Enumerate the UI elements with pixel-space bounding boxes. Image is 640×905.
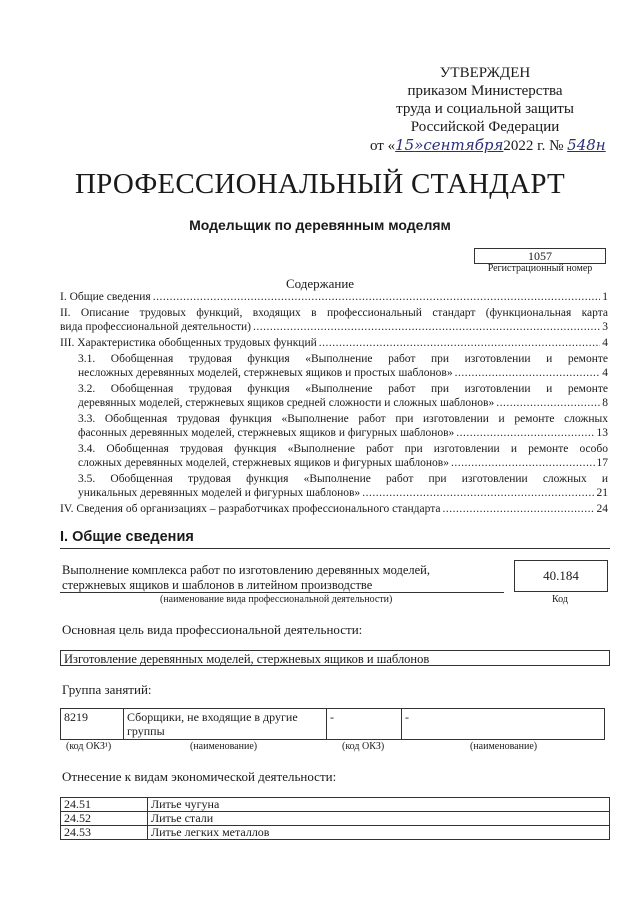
toc-page: 1 (602, 291, 608, 303)
year-text: 2022 г. № (503, 138, 564, 154)
occupation-name-caption: (наименование) (190, 741, 258, 752)
toc-entry-text: сложных деревянных моделей, стержневых ящиков и фигурных шаблонов» (78, 457, 449, 469)
toc-entry-text: вида профессиональной деятельности) (60, 321, 251, 333)
occupation-group-label: Группа занятий: (62, 682, 152, 697)
approval-block (370, 64, 606, 155)
table-row (61, 826, 610, 840)
toc-entry-text: IV. Сведения об организациях – разработчиках профессионального стандарта (60, 503, 441, 515)
approval-heading: УТВЕРЖДЕН (439, 65, 531, 81)
registration-number-label: Регистрационный номер (487, 263, 593, 274)
occupation-name-caption: (наименование) (470, 741, 538, 752)
toc-page: 13 (596, 427, 608, 439)
toc-leader (455, 366, 601, 380)
okved-name-cell: Литье чугуна (148, 798, 610, 812)
toc-entry-text: уникальных деревянных моделей и фигурных шаблонов» (78, 487, 361, 499)
registration-number-box: 1057 (474, 248, 606, 264)
toc-leader (362, 486, 594, 500)
toc-leader (319, 336, 600, 350)
section-heading: I. Общие сведения (60, 529, 194, 545)
occupation-name-cell: - (402, 709, 605, 740)
handwritten-month: »сентября (414, 136, 504, 154)
occupation-group-table (60, 708, 605, 740)
contents-heading: Содержание (285, 276, 355, 291)
toc-entry[interactable] (60, 502, 608, 516)
okz-code-caption: (код ОКЗ) (342, 741, 385, 752)
code-caption: Код (552, 594, 568, 605)
goal-value: Изготовление деревянных моделей, стержневых ящиков и шаблонов (60, 650, 610, 666)
okved-label: Отнесение к видам экономической деятельности: (62, 769, 337, 784)
handwritten-day: 15 (395, 136, 415, 154)
toc-entry-text: 3.3. Обобщенная трудовая функция «Выполнение работ при изготовлении и ремонте сложных (78, 413, 608, 425)
toc-entry[interactable] (60, 412, 608, 440)
toc-page: 4 (602, 337, 608, 349)
okz-code-cell: 8219 (61, 709, 124, 740)
toc-entry[interactable] (60, 472, 608, 500)
date-prefix: от « (370, 138, 396, 154)
okved-name-cell: Литье стали (148, 812, 610, 826)
toc-entry-text: I. Общие сведения (60, 291, 151, 303)
handwritten-order-number: 548н (567, 136, 606, 154)
okved-code-cell: 24.52 (61, 812, 148, 826)
toc-entry-text: деревянных моделей, стержневых ящиков средней сложности и сложных шаблонов» (78, 397, 495, 409)
toc-leader (253, 320, 600, 334)
activity-underline (60, 592, 504, 593)
toc-leader (496, 396, 600, 410)
toc-leader (451, 456, 595, 470)
toc-entry[interactable] (60, 336, 608, 350)
activity-name-line: стержневых ящиков и шаблонов в литейном производстве (62, 578, 373, 592)
toc-leader (443, 502, 595, 516)
approval-line: Российской Федерации (410, 119, 560, 135)
toc-page: 4 (602, 367, 608, 379)
toc-entry-text: 3.2. Обобщенная трудовая функция «Выполнение работ при изготовлении и ремонте (78, 383, 608, 395)
toc-entry-text: 3.1. Обобщенная трудовая функция «Выполнение работ при изготовлении и ремонте (78, 353, 608, 365)
toc-page: 8 (602, 397, 608, 409)
activity-code-box: 40.184 (514, 560, 608, 592)
toc-entry-text: несложных деревянных моделей, стержневых ящиков и простых шаблонов» (78, 367, 453, 379)
document-title: ПРОФЕССИОНАЛЬНЫЙ СТАНДАРТ (75, 168, 565, 200)
toc-leader (153, 290, 601, 304)
toc-entry-text: II. Описание трудовых функций, входящих в профессиональный стандарт (функциональная карта (60, 307, 608, 319)
table-row (61, 812, 610, 826)
toc-page: 3 (602, 321, 608, 333)
toc-entry[interactable] (60, 352, 608, 380)
toc-page: 24 (596, 503, 608, 515)
toc-entry-text: III. Характеристика обобщенных трудовых функций (60, 337, 317, 349)
standard-name: Модельщик по деревянным моделям (189, 217, 451, 233)
section-divider (60, 548, 610, 549)
goal-label: Основная цель вида профессиональной деятельности: (62, 622, 363, 637)
okz-code-cell: - (327, 709, 402, 740)
toc-entry-text: 3.5. Обобщенная трудовая функция «Выполнение работ при изготовлении сложных и (78, 473, 608, 485)
activity-caption: (наименование вида профессиональной деятельности) (160, 594, 393, 605)
toc-leader (456, 426, 594, 440)
toc-entry[interactable] (60, 382, 608, 410)
toc-page: 21 (596, 487, 608, 499)
activity-name (62, 563, 482, 593)
toc-entry[interactable] (60, 442, 608, 470)
toc-entry[interactable] (60, 290, 608, 304)
approval-line: приказом Министерства (407, 83, 563, 99)
approval-date-number (370, 136, 606, 155)
okved-name-cell: Литье легких металлов (148, 826, 610, 840)
okz-code-caption: (код ОКЗ¹) (66, 741, 112, 752)
toc-page: 17 (596, 457, 608, 469)
okved-code-cell: 24.51 (61, 798, 148, 812)
toc-entry[interactable] (60, 306, 608, 334)
occupation-name-cell: Сборщики, не входящие в другие группы (124, 709, 327, 740)
approval-line: труда и социальной защиты (396, 101, 574, 117)
table-row (61, 798, 610, 812)
toc-entry-text: 3.4. Обобщенная трудовая функция «Выполнение работ при изготовлении и ремонте особо (78, 443, 608, 455)
okved-table (60, 797, 610, 840)
toc-entry-text: фасонных деревянных моделей, стержневых ящиков и фигурных шаблонов» (78, 427, 455, 439)
activity-name-line: Выполнение комплекса работ по изготовлению деревянных моделей, (62, 563, 430, 577)
table-of-contents (60, 290, 608, 518)
okved-code-cell: 24.53 (61, 826, 148, 840)
